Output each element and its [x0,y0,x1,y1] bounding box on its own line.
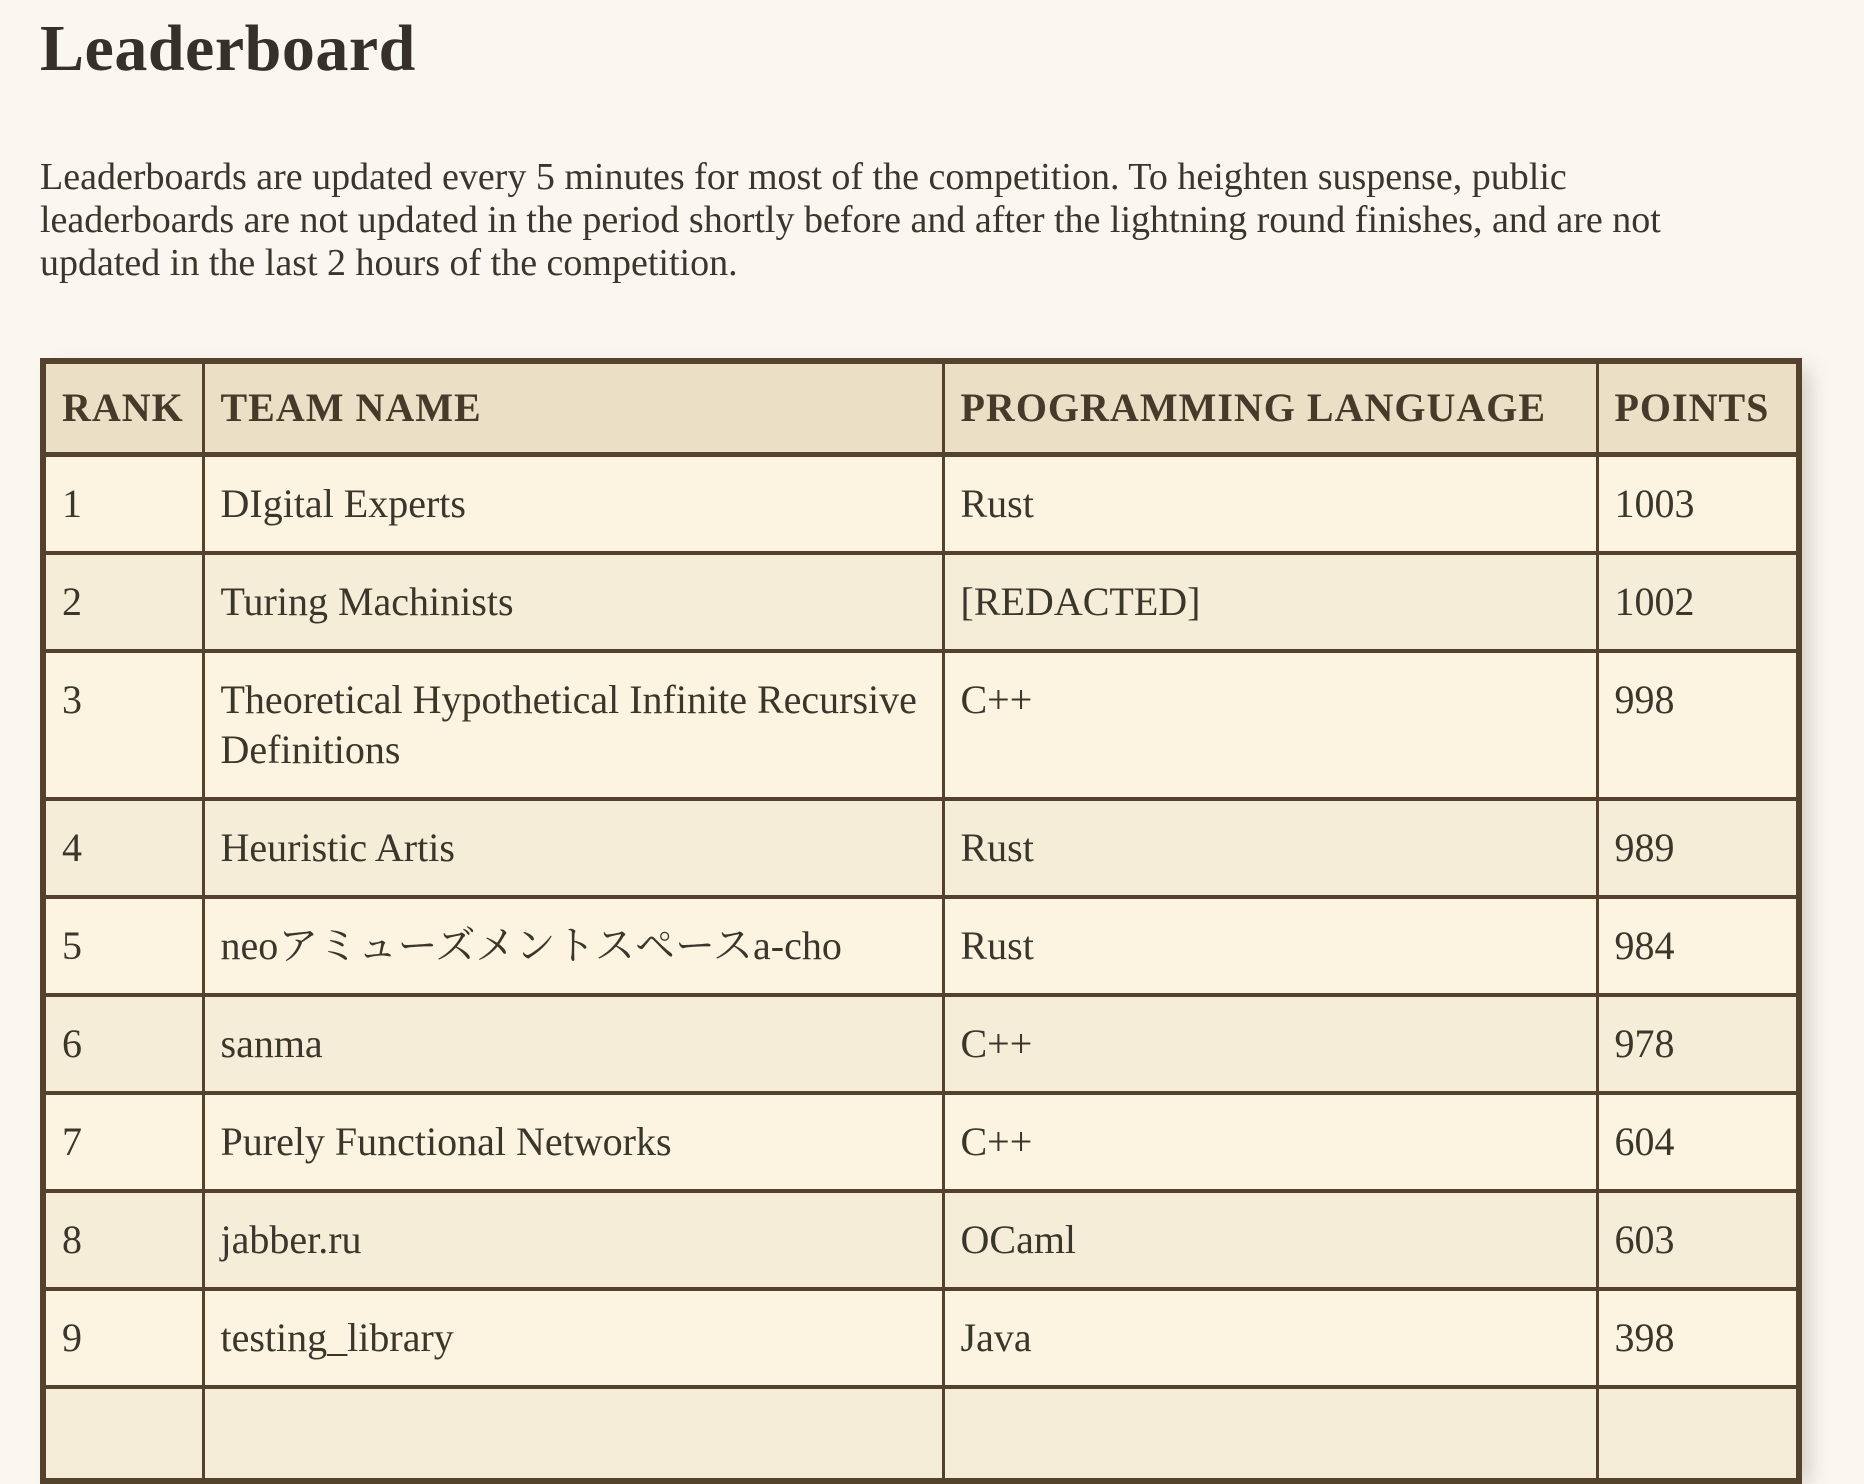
table-row [43,455,1799,554]
page-title: Leaderboard [40,12,416,85]
table-row [43,1191,1799,1289]
table-body [43,455,1799,1482]
points-cell: 603 [1597,1191,1799,1289]
team-name-cell: Purely Functional Networks [203,1093,943,1191]
team-name-cell: sanma [203,995,943,1093]
team-name-cell: neoアミューズメントスペースa-cho [203,897,943,995]
points-cell: 998 [1597,651,1799,799]
header-row [43,361,1799,455]
rank-cell: 2 [43,553,203,651]
points-cell: 984 [1597,897,1799,995]
table-header [43,361,1799,455]
team-name-cell: jabber.ru [203,1191,943,1289]
intro-line: leaderboards are not updated in the period shortly before and after the lightning round finishes, and are not [40,199,1661,241]
rank-cell: 5 [43,897,203,995]
team-name-cell: Theoretical Hypothetical Infinite Recursive Definitions [203,651,943,799]
language-cell: [REDACTED] [943,553,1597,651]
team-name-cell: testing_library [203,1289,943,1387]
column-header-team-name: TEAM NAME [203,361,943,455]
points-cell: 978 [1597,995,1799,1093]
language-cell: OCaml [943,1191,1597,1289]
rank-cell: 3 [43,651,203,799]
column-header-rank: RANK [43,361,203,455]
language-cell: Java [943,1289,1597,1387]
language-cell: Rust [943,799,1597,897]
team-name-cell: DIgital Experts [203,455,943,554]
points-cell [1597,1387,1799,1481]
language-cell: C++ [943,1093,1597,1191]
language-cell [943,1387,1597,1481]
rank-cell: 4 [43,799,203,897]
table-row [43,651,1799,799]
rank-cell: 9 [43,1289,203,1387]
points-cell: 604 [1597,1093,1799,1191]
team-name-cell [203,1387,943,1481]
rank-cell: 1 [43,455,203,554]
team-name-cell: Heuristic Artis [203,799,943,897]
points-cell: 398 [1597,1289,1799,1387]
leaderboard-table [40,358,1802,1484]
table-row [43,1289,1799,1387]
intro-line: Leaderboards are updated every 5 minutes for most of the competition. To heighten suspense, public [40,156,1567,198]
points-cell: 1002 [1597,553,1799,651]
rank-cell: 6 [43,995,203,1093]
intro-paragraph [40,156,1824,285]
team-name-cell: Turing Machinists [203,553,943,651]
table-row [43,1387,1799,1481]
column-header-programming-language: PROGRAMMING LANGUAGE [943,361,1597,455]
table-row [43,897,1799,995]
rank-cell: 8 [43,1191,203,1289]
language-cell: Rust [943,455,1597,554]
rank-cell [43,1387,203,1481]
points-cell: 1003 [1597,455,1799,554]
language-cell: C++ [943,651,1597,799]
table-row [43,995,1799,1093]
table-row [43,799,1799,897]
language-cell: Rust [943,897,1597,995]
language-cell: C++ [943,995,1597,1093]
intro-line: updated in the last 2 hours of the competition. [40,242,738,284]
points-cell: 989 [1597,799,1799,897]
rank-cell: 7 [43,1093,203,1191]
table-row [43,553,1799,651]
table-row [43,1093,1799,1191]
column-header-points: POINTS [1597,361,1799,455]
